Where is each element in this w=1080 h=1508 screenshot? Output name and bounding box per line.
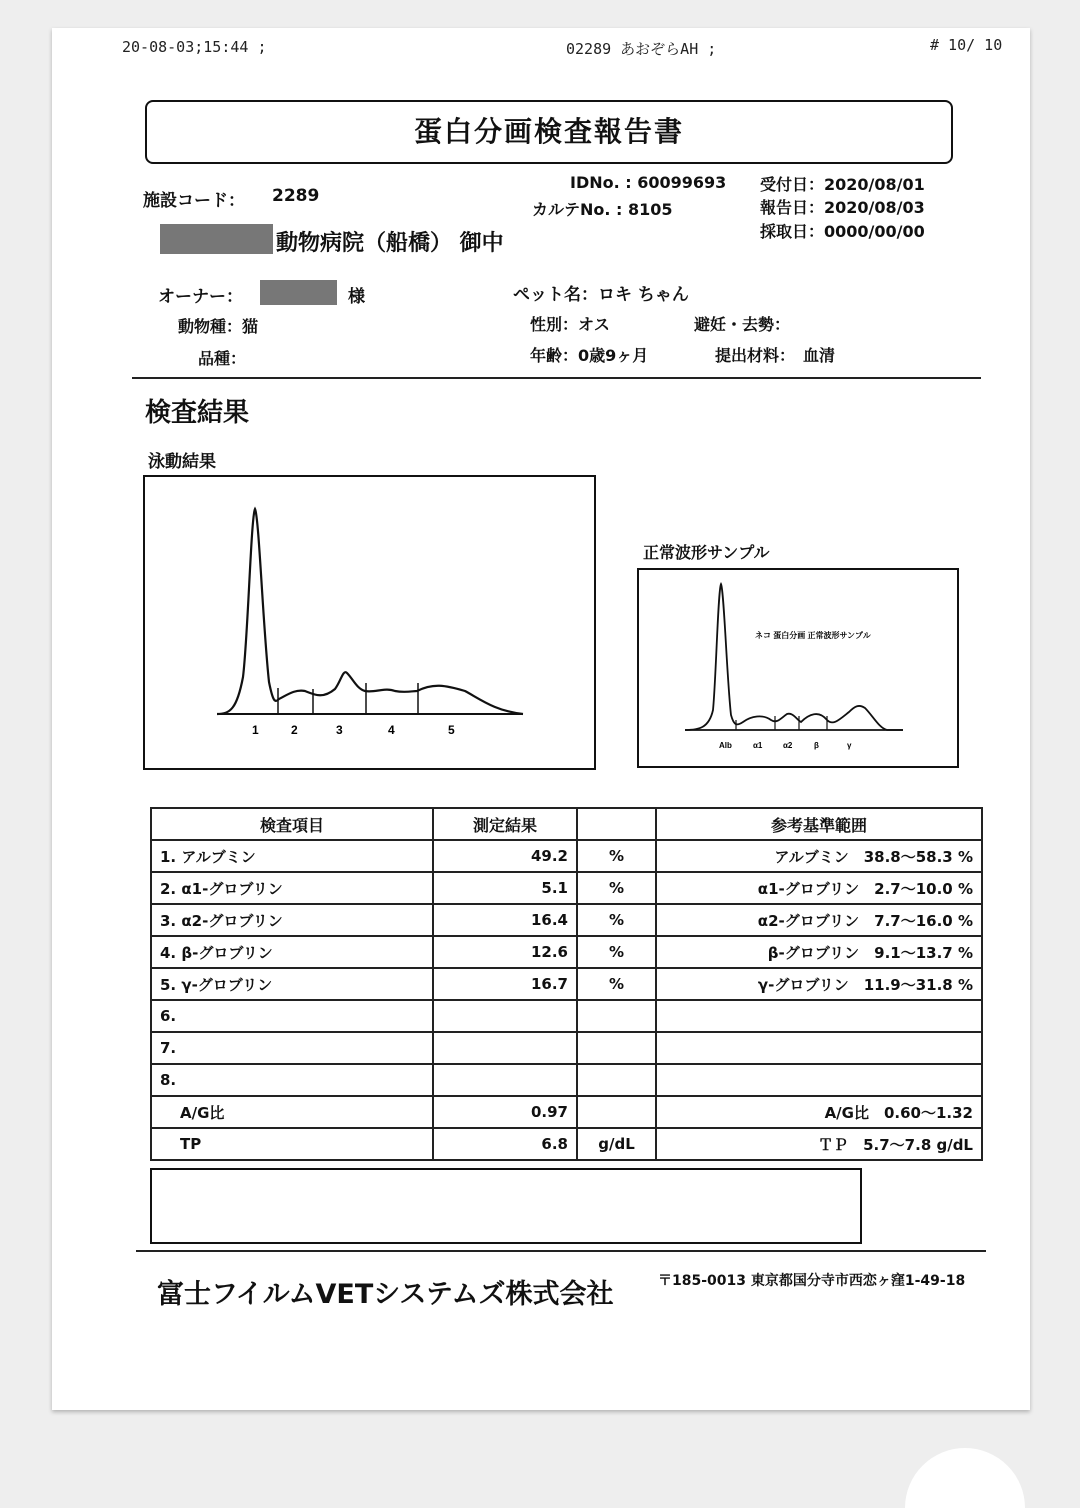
result-value: 16.7 (433, 968, 577, 1000)
ag-ratio-value: 0.97 (433, 1096, 577, 1128)
sample-caption: ネコ 蛋白分画 正常波形サンプル (755, 631, 871, 640)
header-unit (577, 808, 656, 840)
table-row (151, 968, 982, 1000)
header-reference-range: 参考基準範囲 (656, 808, 982, 840)
fax-page-count: # 10/ 10 (930, 36, 1003, 54)
fraction-label: 3 (336, 723, 343, 737)
fax-sender: 02289 あおぞらAH ; (566, 40, 717, 58)
fraction-label: 1 (252, 723, 259, 737)
id-number: IDNo. : 60099693 (570, 173, 727, 192)
table-row (151, 872, 982, 904)
collected-date: 採取日：0000/00/00 (760, 222, 925, 241)
result-value: 49.2 (433, 840, 577, 872)
reference-range: γ-グロブリン 11.9～31.8 % (656, 968, 982, 1000)
tp-value: 6.8 (433, 1128, 577, 1160)
title-box (145, 100, 953, 164)
test-item: 2. α1-グロブリン (151, 872, 433, 904)
result-value: 16.4 (433, 904, 577, 936)
result-unit (577, 1064, 656, 1096)
neuter-status: 避妊・去勢： (694, 315, 791, 334)
table-row (151, 1000, 982, 1032)
sample-fraction-label: α1 (753, 741, 763, 750)
screen-corner-overlay (905, 1448, 1025, 1508)
facility-code-label: 施設コード： (143, 191, 245, 211)
result-value (433, 1000, 577, 1032)
table-row (151, 904, 982, 936)
sample-chart (639, 570, 957, 766)
electrophoresis-curve (217, 509, 523, 714)
species: 動物種：猫 (178, 317, 259, 336)
result-value: 5.1 (433, 872, 577, 904)
owner-suffix: 様 (348, 287, 365, 307)
reference-range: α1-グロブリン 2.7～10.0 % (656, 872, 982, 904)
test-item: 8. (151, 1064, 433, 1096)
pet-name: ペット名：ロキ ちゃん (513, 285, 689, 305)
footer-divider (136, 1250, 986, 1252)
pet-age: 年齢：0歳9ヶ月 (530, 346, 649, 365)
karte-number: カルテNo. : 8105 (532, 200, 673, 219)
test-item: 4. β-グロブリン (151, 936, 433, 968)
result-value (433, 1032, 577, 1064)
reference-range: β-グロブリン 9.1～13.7 % (656, 936, 982, 968)
table-row (151, 1064, 982, 1096)
table-row (151, 936, 982, 968)
electrophoresis-chart-box (143, 475, 596, 770)
table-header-row (151, 808, 982, 840)
report-title: 蛋白分画検査報告書 (413, 115, 684, 148)
result-unit: % (577, 872, 656, 904)
received-date: 受付日：2020/08/01 (760, 175, 925, 194)
total-protein-row (151, 1128, 982, 1160)
company-name: 富士フイルムVETシステムズ株式会社 (157, 1279, 614, 1310)
redacted-owner-name (260, 280, 337, 305)
fraction-label: 4 (388, 723, 395, 737)
header-result: 測定結果 (433, 808, 577, 840)
ag-ratio-unit (577, 1096, 656, 1128)
sample-chart-box (637, 568, 959, 768)
hospital-name: 動物病院（船橋） 御中 (276, 231, 504, 256)
electrophoresis-title: 泳動結果 (148, 452, 216, 472)
test-item: 5. γ-グロブリン (151, 968, 433, 1000)
owner-label: オーナー： (158, 287, 243, 307)
ag-ratio-reference: A/G比 0.60～1.32 (656, 1096, 982, 1128)
test-item: 1. アルブミン (151, 840, 433, 872)
sample-title: 正常波形サンプル (643, 543, 770, 562)
table-row (151, 1032, 982, 1064)
result-unit (577, 1000, 656, 1032)
sample-curve (685, 584, 903, 730)
results-table (150, 807, 983, 1161)
test-item: 6. (151, 1000, 433, 1032)
sample-fraction-label: β (814, 741, 819, 750)
fax-timestamp: 20-08-03;15:44 ; (122, 38, 267, 56)
reference-range: アルブミン 38.8～58.3 % (656, 840, 982, 872)
ag-ratio-label: A/G比 (151, 1096, 433, 1128)
result-unit: % (577, 840, 656, 872)
tp-unit: g/dL (577, 1128, 656, 1160)
result-unit: % (577, 904, 656, 936)
comment-box (150, 1168, 862, 1244)
result-value (433, 1064, 577, 1096)
result-value: 12.6 (433, 936, 577, 968)
header-test-item: 検査項目 (151, 808, 433, 840)
company-address: 〒185-0013 東京都国分寺市西恋ヶ窪1-49-18 (658, 1273, 966, 1289)
breed: 品種： (198, 349, 247, 368)
reference-range (656, 1032, 982, 1064)
tp-label: TP (151, 1128, 433, 1160)
pet-sex: 性別：オス (530, 315, 610, 334)
ag-ratio-row (151, 1096, 982, 1128)
table-row (151, 840, 982, 872)
sample-fraction-label: Alb (719, 741, 732, 750)
sample-fraction-label: γ (847, 741, 852, 750)
tp-reference: ＴＰ 5.7～7.8 g/dL (656, 1128, 982, 1160)
result-unit: % (577, 936, 656, 968)
reference-range: α2-グロブリン 7.7～16.0 % (656, 904, 982, 936)
sample-fraction-label: α2 (783, 741, 793, 750)
submitted-material: 提出材料： 血清 (715, 346, 836, 365)
electrophoresis-chart (145, 477, 594, 768)
section-title: 検査結果 (145, 398, 250, 428)
result-unit (577, 1032, 656, 1064)
facility-code-value: 2289 (272, 186, 320, 206)
result-unit: % (577, 968, 656, 1000)
test-item: 7. (151, 1032, 433, 1064)
redacted-hospital-name (160, 224, 273, 254)
reported-date: 報告日：2020/08/03 (760, 198, 925, 217)
section-divider (132, 377, 981, 379)
reference-range (656, 1064, 982, 1096)
fraction-label: 5 (448, 723, 455, 737)
test-item: 3. α2-グロブリン (151, 904, 433, 936)
reference-range (656, 1000, 982, 1032)
fraction-label: 2 (291, 723, 298, 737)
